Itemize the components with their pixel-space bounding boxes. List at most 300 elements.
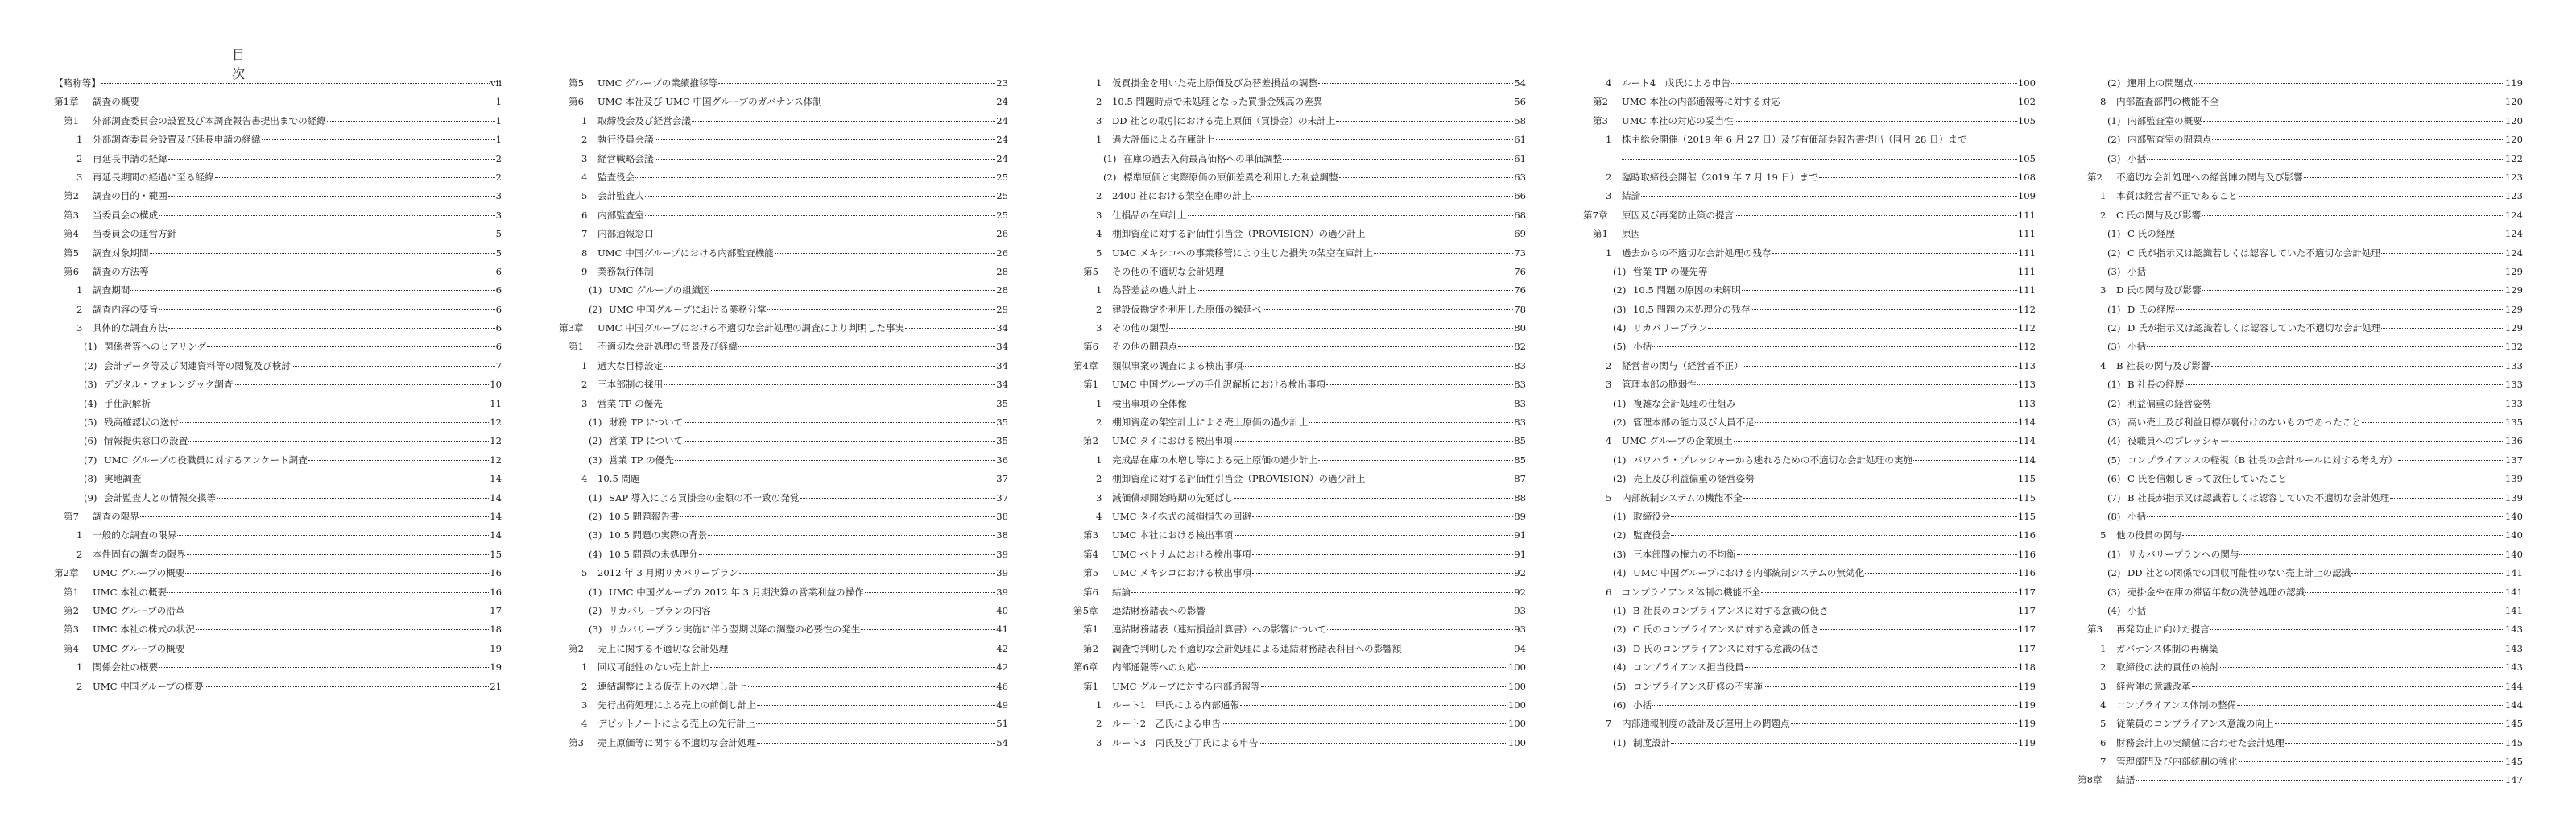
toc-entry-page: 15 <box>490 548 502 560</box>
toc-entry-number: 第3 <box>2087 624 2103 636</box>
toc-entry-page: 26 <box>996 228 1008 240</box>
toc-entry-title: D 氏の関与及び影響 <box>2116 284 2202 296</box>
toc-entry-title: B 社長の経歴 <box>2127 379 2185 391</box>
toc-entry-number: 6 <box>581 209 588 221</box>
dot-leader <box>2381 253 2504 254</box>
toc-entry-number: 1 <box>1096 397 1102 409</box>
toc-entry-title: D 氏のコンプライアンスに対する意識の低さ <box>1633 642 1820 654</box>
toc-entry-page: 7 <box>495 359 502 371</box>
dot-leader <box>1261 686 1507 687</box>
toc-entry-number: (2) <box>2107 322 2121 334</box>
toc-entry-page: 12 <box>490 454 502 466</box>
toc-entry-title: 三本部間の権力の不均衡 <box>1633 548 1736 560</box>
toc-entry-title: ルート1 甲氏による内部通報 <box>1112 699 1240 711</box>
toc-entry-number: (3) <box>589 624 602 636</box>
toc-entry <box>559 583 1008 602</box>
toc-entry-page: 119 <box>2017 736 2036 748</box>
toc-entry-number: (1) <box>2107 114 2121 126</box>
toc-entry-title: ルート3 丙氏及び丁氏による申告 <box>1112 736 1259 748</box>
toc-entry-page: 11 <box>490 397 502 409</box>
toc-entry <box>1583 451 2036 470</box>
dot-leader <box>1737 554 2017 555</box>
toc-entry-page: 5 <box>495 247 502 259</box>
toc-entry-number: (1) <box>2107 303 2121 315</box>
toc-entry-title: 棚卸資産に対する評価性引当金（PROVISION）の過少計上 <box>1112 228 1366 240</box>
dot-leader <box>2239 761 2504 762</box>
toc-entry <box>54 489 502 508</box>
toc-entry-page: 143 <box>2504 624 2523 636</box>
toc-entry <box>1073 74 1526 93</box>
toc-entry <box>2078 526 2523 545</box>
toc-entry-number: 3 <box>76 322 83 334</box>
dot-leader <box>2176 309 2504 310</box>
dot-leader <box>664 384 995 385</box>
toc-entry-number: 1 <box>1096 454 1102 466</box>
toc-entry-title: B 社長の関与及び影響 <box>2116 359 2210 371</box>
toc-entry <box>559 74 1008 93</box>
toc-entry-page: 28 <box>996 265 1008 277</box>
toc-entry-title: UMC 本社の対応の妥当性 <box>1622 114 1734 126</box>
toc-entry-number: (2) <box>589 303 602 315</box>
toc-entry-page: 115 <box>2017 510 2036 522</box>
dot-leader <box>234 384 489 385</box>
toc-entry-title: UMC グループの概要 <box>93 567 185 579</box>
toc-entry <box>1583 620 2036 639</box>
toc-entry-number: 第2 <box>569 642 584 654</box>
toc-entry <box>559 658 1008 677</box>
toc-entry-title: 完成品在庫の水増し等による売上原価の過少計上 <box>1112 454 1318 466</box>
toc-entry-title: 役職員へのプレッシャー <box>2127 435 2230 447</box>
toc-entry <box>559 281 1008 300</box>
toc-entry-title: 再延長申請の経緯 <box>93 152 167 164</box>
toc-entry-title: 営業 TP の優先 <box>597 397 663 409</box>
toc-entry-number: 第5 <box>1083 567 1098 579</box>
toc-entry-number: 第3章 <box>559 322 584 334</box>
toc-entry <box>1073 489 1526 508</box>
toc-entry-number: 6 <box>1606 586 1612 598</box>
toc-entry-number: (4) <box>1613 661 1627 674</box>
toc-entry-page: 35 <box>996 397 1008 409</box>
toc-entry-page: 34 <box>996 322 1008 334</box>
toc-entry <box>2078 451 2523 470</box>
dot-leader <box>1622 159 2017 160</box>
toc-entry <box>2078 93 2523 111</box>
toc-entry <box>559 301 1008 319</box>
toc-entry-number: (1) <box>2107 379 2121 391</box>
toc-entry-page: 37 <box>996 491 1008 504</box>
toc-entry-number: 1 <box>1096 134 1102 146</box>
toc-entry-title: 本件固有の調査の限界 <box>93 548 186 560</box>
dot-leader <box>308 460 489 461</box>
toc-entry-title: 経営者の関与（経営者不正） <box>1622 359 1743 371</box>
toc-entry-number: 7 <box>2100 756 2107 768</box>
toc-entry-page: 105 <box>2017 152 2036 164</box>
dot-leader <box>675 460 995 461</box>
toc-entry-page: 42 <box>996 642 1008 654</box>
toc-entry-number: (9) <box>84 491 97 504</box>
toc-entry-title: 会計監査人との情報交換等 <box>104 491 217 504</box>
toc-entry-number: 第7 <box>64 510 79 522</box>
toc-entry-page: 124 <box>2504 209 2523 221</box>
toc-entry-page: 135 <box>2504 417 2523 429</box>
toc-entry <box>559 508 1008 526</box>
dot-leader <box>1339 177 1514 178</box>
toc-entry-title: 小括 <box>1633 699 1652 711</box>
toc-entry-number: 第1 <box>64 586 79 598</box>
toc-column-2 <box>559 74 1008 752</box>
toc-entry <box>559 131 1008 149</box>
toc-entry-number: (3) <box>589 454 602 466</box>
toc-entry <box>1073 696 1526 715</box>
toc-entry-page: 118 <box>2017 661 2036 674</box>
toc-column-5 <box>2078 74 2523 790</box>
toc-entry-title: 関係者等へのヒアリング <box>104 341 206 353</box>
toc-entry-number: 1 <box>76 661 83 674</box>
toc-entry-title: 本質は経営者不正であること <box>2116 190 2238 202</box>
toc-entry-page: 66 <box>1514 190 1526 202</box>
toc-entry <box>559 602 1008 620</box>
toc-entry-title: 臨時取締役会開催（2019 年 7 月 19 日）まで <box>1622 171 1818 183</box>
toc-entry-title: 売上及び利益偏重の経営姿勢 <box>1633 473 1755 485</box>
toc-entry-number: (3) <box>589 529 602 541</box>
toc-entry <box>54 168 502 187</box>
toc-entry-page: 102 <box>2017 96 2036 108</box>
dot-leader <box>710 667 995 668</box>
toc-entry-title: 類似事案の調査による検出事項 <box>1112 359 1243 371</box>
toc-entry-title: 内部統制システムの機能不全 <box>1622 491 1743 504</box>
toc-entry-page: 145 <box>2504 756 2523 768</box>
toc-entry-number: (2) <box>84 359 97 371</box>
toc-entry-number: (3) <box>1613 642 1627 654</box>
toc-entry-page: 42 <box>996 661 1008 674</box>
toc-entry <box>1583 489 2036 508</box>
toc-entry-title: 10.5 問題の実際の背景 <box>609 529 708 541</box>
dot-leader <box>1731 83 2017 84</box>
dot-leader <box>1865 573 2017 574</box>
toc-entry <box>54 375 502 394</box>
dot-leader <box>708 535 995 536</box>
dot-leader <box>188 441 489 442</box>
toc-entry-title: D 氏の経歴 <box>2127 303 2176 315</box>
toc-entry-number: 2 <box>1606 171 1612 183</box>
toc-entry-number: 第2章 <box>54 567 79 579</box>
dot-leader <box>1745 667 2017 668</box>
toc-entry-number: 1 <box>1606 247 1612 259</box>
toc-entry-page: 120 <box>2504 96 2523 108</box>
toc-entry-number: 第2 <box>1083 642 1098 654</box>
toc-entry-title: 調査内容の要旨 <box>93 303 159 315</box>
toc-entry-number: 3 <box>1606 190 1612 202</box>
toc-entry-page: 133 <box>2504 359 2523 371</box>
dot-leader <box>1744 366 2017 367</box>
toc-entry-number: 3 <box>1096 322 1102 334</box>
toc-entry-number: 第5 <box>1083 265 1098 277</box>
dot-leader <box>2147 516 2504 517</box>
toc-entry-title: 小括 <box>2127 265 2147 277</box>
toc-entry-page: 122 <box>2504 152 2523 164</box>
toc-entry-title: 過去からの不適切な会計処理の残存 <box>1622 247 1772 259</box>
dot-leader <box>177 535 489 536</box>
dot-leader <box>2147 159 2504 160</box>
dot-leader <box>1326 384 1513 385</box>
toc-entry-number: (3) <box>2107 265 2121 277</box>
toc-entry <box>1073 451 1526 470</box>
toc-entry <box>2078 508 2523 526</box>
toc-entry-title: UMC 本社における検出事項 <box>1112 529 1234 541</box>
toc-entry-number: (7) <box>2107 491 2121 504</box>
dot-leader <box>1755 422 2017 423</box>
toc-entry <box>54 93 502 111</box>
toc-entry-page: 28 <box>996 284 1008 296</box>
toc-entry-title: UMC 本社の内部通報等に対する対応 <box>1622 96 1780 108</box>
toc-entry-title: 10.5 問題の原因の未解明 <box>1633 284 1741 296</box>
dot-leader <box>905 328 995 329</box>
dot-leader <box>1131 592 1513 593</box>
toc-entry <box>2078 150 2523 168</box>
toc-entry-number: 5 <box>2100 529 2107 541</box>
toc-entry-number: 5 <box>581 567 588 579</box>
toc-entry-number: 第1章 <box>54 96 79 108</box>
toc-entry-page: 141 <box>2504 586 2523 598</box>
toc-entry <box>54 508 502 526</box>
toc-entry-page: 91 <box>1514 548 1526 560</box>
toc-entry <box>1583 74 2036 93</box>
dot-leader <box>635 177 995 178</box>
toc-entry-number: 2 <box>76 548 83 560</box>
toc-entry <box>2078 602 2523 620</box>
dot-leader <box>1819 177 2017 178</box>
toc-entry-title: 運用上の問題点 <box>2127 77 2194 89</box>
toc-entry-number: 4 <box>1606 77 1612 89</box>
toc-entry <box>559 187 1008 205</box>
toc-entry-number: 3 <box>2100 284 2107 296</box>
toc-entry-title: UMC メキシコにおける検出事項 <box>1112 567 1252 579</box>
toc-entry-page: 119 <box>2504 77 2523 89</box>
toc-entry-page: 112 <box>2017 341 2036 353</box>
toc-entry <box>1073 640 1526 658</box>
toc-entry-number: 第6章 <box>1073 661 1098 674</box>
toc-entry-page: 145 <box>2504 736 2523 748</box>
toc-entry-number: 4 <box>581 718 588 730</box>
toc-entry-page: 61 <box>1514 134 1526 146</box>
toc-entry <box>559 375 1008 394</box>
toc-entry-title: コンプライアンス担当役員 <box>1633 661 1744 674</box>
dot-leader <box>1735 121 2017 122</box>
toc-entry <box>2078 432 2523 450</box>
toc-entry-page: 39 <box>996 586 1008 598</box>
toc-entry-number: (1) <box>1613 510 1627 522</box>
toc-entry-number: (3) <box>1613 303 1627 315</box>
toc-entry-page: 117 <box>2017 624 2036 636</box>
toc-entry-title: 当委員会の運営方針 <box>93 228 177 240</box>
toc-entry-title: 利益偏重の経営姿勢 <box>2127 397 2212 409</box>
toc-entry-page: 18 <box>490 624 502 636</box>
toc-entry-page: 137 <box>2504 454 2523 466</box>
dot-leader <box>2351 573 2504 574</box>
toc-entry-page: 69 <box>1514 228 1526 240</box>
toc-entry-number: (1) <box>1103 152 1117 164</box>
dot-leader <box>664 366 995 367</box>
toc-entry-page: 111 <box>2017 265 2036 277</box>
toc-entry-number: 3 <box>581 152 588 164</box>
toc-entry <box>1073 244 1526 263</box>
toc-entry-title: リカバリープラン <box>1633 322 1708 334</box>
dot-leader <box>2304 177 2504 178</box>
dot-leader <box>292 366 495 367</box>
toc-entry-page: 91 <box>1514 529 1526 541</box>
toc-entry-title: 再延長期間の経過に至る経緯 <box>93 171 214 183</box>
toc-entry-page: 114 <box>2017 435 2036 447</box>
toc-entry-page: 85 <box>1514 454 1526 466</box>
toc-entry-title: UMC 中国グループにおける不適切な会計処理の調査により判明した事実 <box>597 322 905 334</box>
toc-entry-number: (2) <box>1613 284 1627 296</box>
toc-entry-number: (8) <box>2107 510 2121 522</box>
toc-entry-page: 124 <box>2504 228 2523 240</box>
toc-entry <box>54 413 502 432</box>
dot-leader <box>1234 498 1514 499</box>
toc-entry-page: 93 <box>1514 624 1526 636</box>
toc-entry <box>1583 206 2036 225</box>
dot-leader <box>1318 460 1513 461</box>
toc-entry-title: UMC 中国グループの 2012 年 3 月期決算の営業利益の操作 <box>609 586 864 598</box>
toc-entry <box>54 263 502 281</box>
toc-entry-number: 第5 <box>64 247 79 259</box>
toc-entry-title: リカバリープラン実施に伴う翌期以降の調整の必要性の発生 <box>609 624 861 636</box>
toc-entry-number: 7 <box>581 228 588 240</box>
toc-entry-title: 実地調査 <box>104 473 142 485</box>
toc-entry-number: (2) <box>1613 417 1627 429</box>
toc-entry-title: 棚卸資産の架空計上による売上原価の過少計上 <box>1112 417 1309 429</box>
toc-entry-page: 112 <box>2017 322 2036 334</box>
toc-entry <box>54 150 502 168</box>
toc-entry-number: 2 <box>1606 359 1612 371</box>
toc-entry-title: UMC グループの企業風土 <box>1622 435 1733 447</box>
toc-entry-title: C 氏のコンプライアンスに対する意識の低さ <box>1633 624 1820 636</box>
toc-entry-number: 第3 <box>1593 114 1608 126</box>
toc-entry <box>1073 526 1526 545</box>
toc-entry <box>559 678 1008 696</box>
toc-entry-page: 113 <box>2017 379 2036 391</box>
toc-entry-title: 関係会社の概要 <box>93 661 159 674</box>
toc-entry-title: UMC 中国グループの手仕訳解析における検出事項 <box>1112 379 1326 391</box>
toc-entry-page: 89 <box>1514 510 1526 522</box>
toc-entry-page: 63 <box>1514 171 1526 183</box>
toc-entry-title: 執行役員会議 <box>597 134 654 146</box>
toc-entry <box>559 206 1008 225</box>
toc-entry <box>1583 357 2036 375</box>
toc-entry-title: 経営戦略会議 <box>597 152 654 164</box>
toc-entry <box>1073 93 1526 111</box>
toc-entry-page: 17 <box>490 604 502 616</box>
toc-entry <box>559 319 1008 338</box>
toc-entry-title: 監査役会 <box>1633 529 1671 541</box>
toc-entry <box>54 678 502 696</box>
toc-entry-title: UMC 中国グループにおける業務分掌 <box>609 303 767 315</box>
toc-entry-title: 過大な目標設定 <box>597 359 664 371</box>
toc-entry-page: 25 <box>996 190 1008 202</box>
toc-entry-number: (6) <box>84 435 97 447</box>
toc-entry-number: (1) <box>2107 228 2121 240</box>
toc-entry-page: 100 <box>1507 661 1526 674</box>
toc-entry <box>2078 620 2523 639</box>
toc-entry-number: 第6 <box>1083 341 1098 353</box>
toc-entry-number: (1) <box>1613 736 1627 748</box>
dot-leader <box>2239 554 2504 555</box>
toc-entry-page: 39 <box>996 548 1008 560</box>
toc-entry-page: 93 <box>1514 604 1526 616</box>
toc-entry-title: 一般的な調査の限界 <box>93 529 177 541</box>
toc-entry-page: 114 <box>2017 454 2036 466</box>
toc-entry-title: 当委員会の構成 <box>93 209 159 221</box>
toc-entry-title: 調査期間 <box>93 284 130 296</box>
toc-entry <box>1583 470 2036 488</box>
dot-leader <box>2182 535 2504 536</box>
toc-entry <box>559 734 1008 752</box>
toc-entry-title: UMC 本社の概要 <box>93 586 167 598</box>
toc-entry-number: 第1 <box>1083 379 1098 391</box>
toc-entry <box>54 583 502 602</box>
toc-entry-page: 129 <box>2504 284 2523 296</box>
dot-leader <box>748 686 996 687</box>
toc-entry-number: 第2 <box>1593 96 1608 108</box>
toc-entry-title: 営業 TP の優先 <box>609 454 674 466</box>
toc-entry-number: (2) <box>2107 134 2121 146</box>
dot-leader <box>168 159 495 160</box>
toc-entry-page: 14 <box>490 473 502 485</box>
toc-entry-number: 第1 <box>1593 228 1608 240</box>
toc-entry <box>1073 206 1526 225</box>
toc-entry-page: 139 <box>2504 491 2523 504</box>
toc-entry-title: 株主総会開催（2019 年 6 月 27 日）及び有価証券報告書提出（同月 28 日）まで <box>1622 134 1967 146</box>
toc-entry-number: (1) <box>589 586 602 598</box>
toc-entry-title: 標準原価と実際原価の原価差異を利用した利益調整 <box>1123 171 1338 183</box>
toc-entry-page: 117 <box>2017 604 2036 616</box>
toc-entry <box>54 319 502 338</box>
toc-entry <box>2078 678 2523 696</box>
toc-entry-page: 124 <box>2504 247 2523 259</box>
toc-entry-title: B 社長のコンプライアンスに対する意識の低さ <box>1633 604 1829 616</box>
toc-entry <box>2078 696 2523 715</box>
dot-leader <box>861 629 995 630</box>
toc-entry-number: (1) <box>84 341 97 353</box>
dot-leader <box>1652 705 2017 706</box>
toc-entry-title: 結語 <box>2116 774 2136 786</box>
toc-entry-title: その他の不適切な会計処理 <box>1112 265 1225 277</box>
toc-entry-title: DD 社との関係での回収可能性のない売上計上の認識 <box>2127 567 2351 579</box>
toc-entry-page: 119 <box>2017 680 2036 692</box>
toc-entry-page: 141 <box>2504 567 2523 579</box>
toc-entry-number: 第2 <box>64 190 79 202</box>
toc-entry <box>1073 131 1526 149</box>
toc-entry <box>559 168 1008 187</box>
toc-entry <box>1073 432 1526 450</box>
toc-entry-title: UMC 本社及び UMC 中国グループのガバナンス体制 <box>597 96 822 108</box>
toc-entry-title: 売上原価等に関する不適切な会計処理 <box>597 736 757 748</box>
toc-entry <box>559 112 1008 131</box>
toc-entry-number: (2) <box>589 604 602 616</box>
toc-entry-title: 小括 <box>2127 341 2147 353</box>
toc-entry-page: 111 <box>2017 228 2036 240</box>
toc-entry <box>54 244 502 263</box>
toc-entry-page: 144 <box>2504 699 2523 711</box>
toc-entry-page: 40 <box>996 604 1008 616</box>
toc-entry-number: (6) <box>2107 473 2121 485</box>
toc-entry-number: (4) <box>2107 604 2121 616</box>
toc-entry-number: (1) <box>1613 604 1627 616</box>
dot-leader <box>215 177 495 178</box>
toc-entry-title: リカバリープランの内容 <box>609 604 711 616</box>
dot-leader <box>1216 139 1514 140</box>
